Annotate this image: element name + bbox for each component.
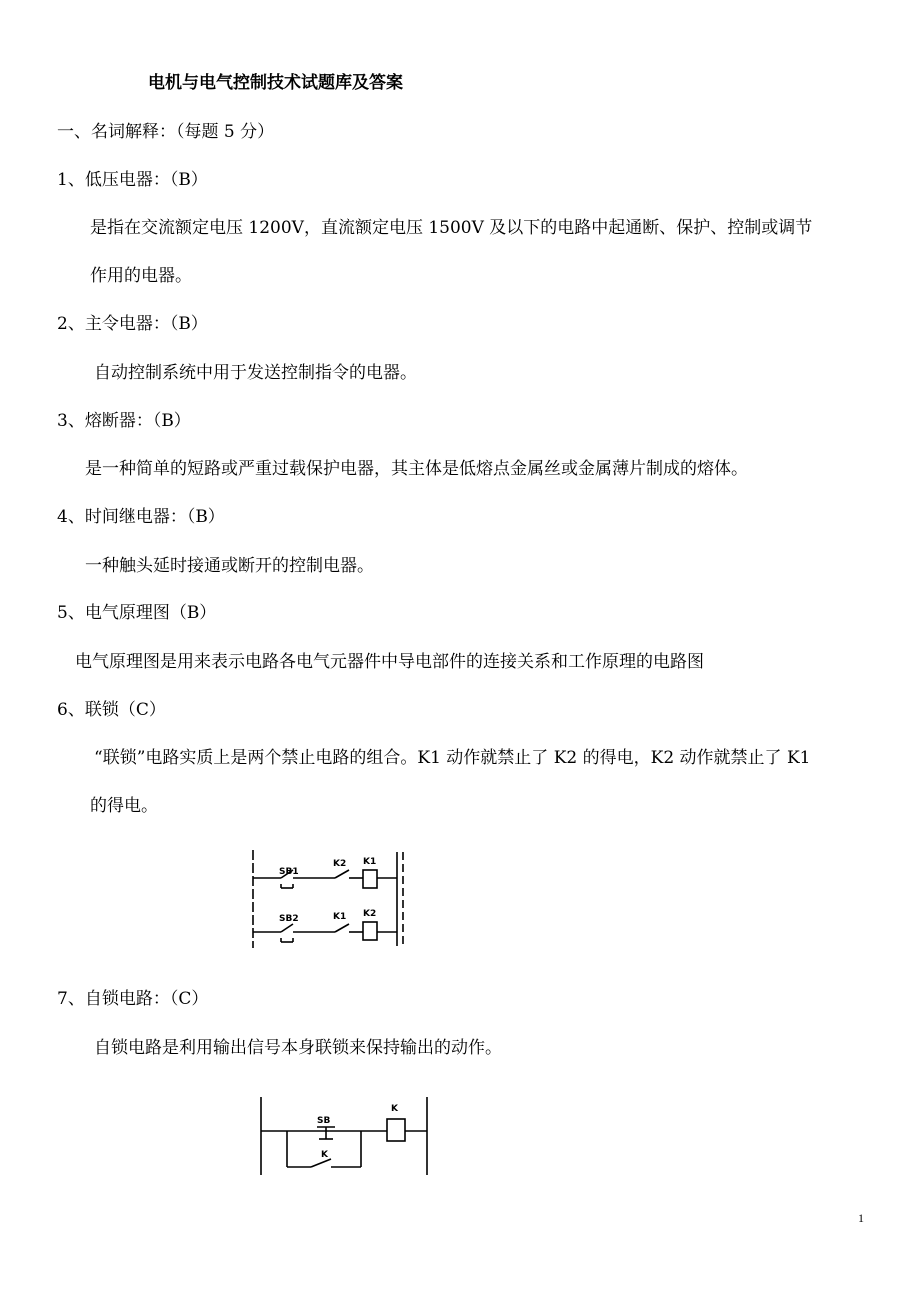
label-sb: SB (317, 1116, 331, 1126)
label-k-coil: K (391, 1104, 398, 1114)
label-k2-contact: K2 (333, 859, 347, 869)
item-4-heading: 4、时间继电器：（B） (57, 507, 225, 527)
item-7-heading: 7、自锁电路：（C） (57, 989, 209, 1009)
item-1-body-line-2: 作用的电器。 (90, 266, 192, 286)
self-lock-circuit-diagram (255, 1095, 435, 1180)
label-k-contact: K (321, 1150, 328, 1160)
item-2-body: 自动控制系统中用于发送控制指令的电器。 (94, 363, 417, 383)
label-sb1: SB1 (279, 867, 299, 877)
item-5-body: 电气原理图是用来表示电路各电气元器件中导电部件的连接关系和工作原理的电路图 (75, 652, 704, 672)
page-number: 1 (858, 1211, 864, 1225)
label-sb2: SB2 (279, 914, 299, 924)
item-2-heading: 2、主令电器：（B） (57, 314, 208, 334)
item-1-body-line-1: 是指在交流额定电压 1200V，直流额定电压 1500V 及以下的电路中起通断、保护、控制或调节 (90, 218, 813, 238)
item-6-body-line-2: 的得电。 (90, 796, 158, 816)
label-k2-coil: K2 (363, 909, 377, 919)
label-k1-coil: K1 (363, 857, 377, 867)
item-6-body-line-1: “联锁”电路实质上是两个禁止电路的组合。K1 动作就禁止了 K2 的得电，K2 动作就禁止了 K1 (94, 748, 811, 768)
item-4-body: 一种触头延时接通或断开的控制电器。 (85, 556, 374, 576)
interlock-circuit-diagram (245, 848, 415, 953)
item-1-heading: 1、低压电器：（B） (57, 170, 208, 190)
item-5-heading: 5、电气原理图（B） (57, 603, 217, 623)
section-heading: 一、名词解释：（每题 5 分） (57, 122, 275, 142)
document-title: 电机与电气控制技术试题库及答案 (148, 73, 403, 93)
item-3-heading: 3、熔断器：（B） (57, 411, 191, 431)
item-6-heading: 6、联锁（C） (57, 700, 166, 720)
label-k1-contact: K1 (333, 912, 347, 922)
item-7-body: 自锁电路是利用输出信号本身联锁来保持输出的动作。 (94, 1038, 502, 1058)
item-3-body: 是一种简单的短路或严重过载保护电器，其主体是低熔点金属丝或金属薄片制成的熔体。 (85, 459, 748, 479)
